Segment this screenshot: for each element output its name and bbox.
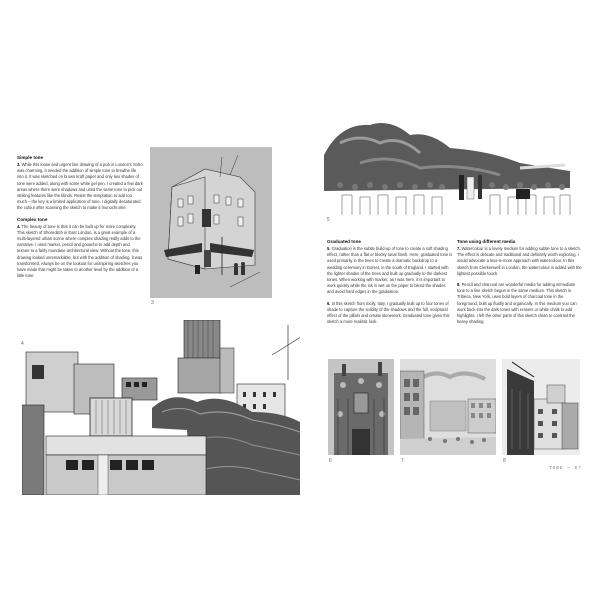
figure-3-label: 3 bbox=[151, 300, 154, 306]
figure-4-label: 4 bbox=[21, 341, 24, 347]
figure-8-tribeca-buildings bbox=[502, 359, 580, 455]
figure-5-label: 5 bbox=[327, 217, 330, 223]
right-text-column-2 bbox=[457, 239, 583, 330]
figure-3-pub-sketch bbox=[150, 147, 272, 298]
para-simple-tone: 3. While this loose and urgent line drawing of a pub in London's Soho was charming, it needed the addition of simple tone to breathe life into it. It was sketched on brown kraft paper and only two shades of tone were added, along with some white gel pen. I created a few dark areas where there were shadows and used the same tone to pick out striking features like the blinds. Resist the temptation to add too much – the key is a limited application of tone. I digitally desaturated the colour after scanning the sketch to make it monochrome. bbox=[17, 162, 143, 211]
para-media-7: 7. Watercolour is a lovely medium for adding subtle tone to a sketch. The effect is delicate and traditional and definitely worth exploring. I would advocate a less-is-more approach with watercolour. In this sketch from Clerkenwell in London, the watercolour is added with the lightest possible touch. bbox=[457, 246, 582, 276]
figure-5-wedding-sketch bbox=[320, 113, 582, 223]
heading-complex-tone: Complex tone bbox=[17, 216, 48, 222]
figure-8-label: 8 bbox=[503, 458, 506, 464]
para-graduated-tone-5: 5. Graduation is the subtle build-up of tone to create a soft shading effect, rather than a flat or blocky tonal finish. Here, graduated tone is used primarily in the trees to create a dramatic backdrop to a wedding ceremony in Dorset, in the south of England. I started with the lighter shades of the trees and built up gradually to the darkest tones. When working with marker, as I was here, it is important to work quickly while the ink is wet on the paper to blend the shades and avoid hard edges in the graduation. bbox=[327, 246, 453, 295]
right-text-column-1 bbox=[327, 239, 453, 330]
figure-4-rooftops-sketch bbox=[22, 320, 300, 495]
figure-6-sicily-facade bbox=[328, 359, 394, 455]
left-text-column bbox=[17, 155, 143, 284]
heading-graduated-tone: Graduated tone bbox=[327, 239, 361, 244]
para-complex-tone: 4. The beauty of tone is that it can be built up for more complexity. This sketch of Shoreditch in East London, is a great example of a multi-layered urban scene where complex shading really adds to the narrative. I used marker, pencil and gouache to add depth and texture to a fairly mundane architectural view. Without the tone, this drawing looked unremarkable, but with the addition of shading, it was transformed. Always be on the lookout for uninspiring sketches you have made that might be taken to another level by the addition of a little tone. bbox=[17, 223, 143, 279]
para-graduated-tone-6: 6. In this sketch from Sicily, Italy, I gradually built up to four tones of shade to capture the solidity of the shadows and the full, sculptural effect of the pillars and ornate stonework. Graduated tone gives this sketch a more realistic look. bbox=[327, 300, 450, 325]
para-media-8: 8. Pencil and charcoal are wonderful media for adding immediate tone to a line sketch begun in the same medium. This sketch in Tribeca, New York, uses bold layers of charcoal tone in the foreground, built up fluidly and organically. In this medium you can work back into the dark tones with erasers or white chalk to add highlights. I left the other parts of this sketch clean to contrast the heavy shading. bbox=[457, 282, 577, 325]
figure-6-label: 6 bbox=[329, 458, 332, 464]
figure-7-label: 7 bbox=[401, 458, 404, 464]
heading-different-media: Tone using different media bbox=[457, 239, 516, 244]
heading-simple-tone: Simple tone bbox=[17, 155, 44, 160]
figure-7-clerkenwell-street bbox=[400, 359, 496, 455]
page-footer-running-head: TONE — 67 bbox=[549, 466, 582, 471]
